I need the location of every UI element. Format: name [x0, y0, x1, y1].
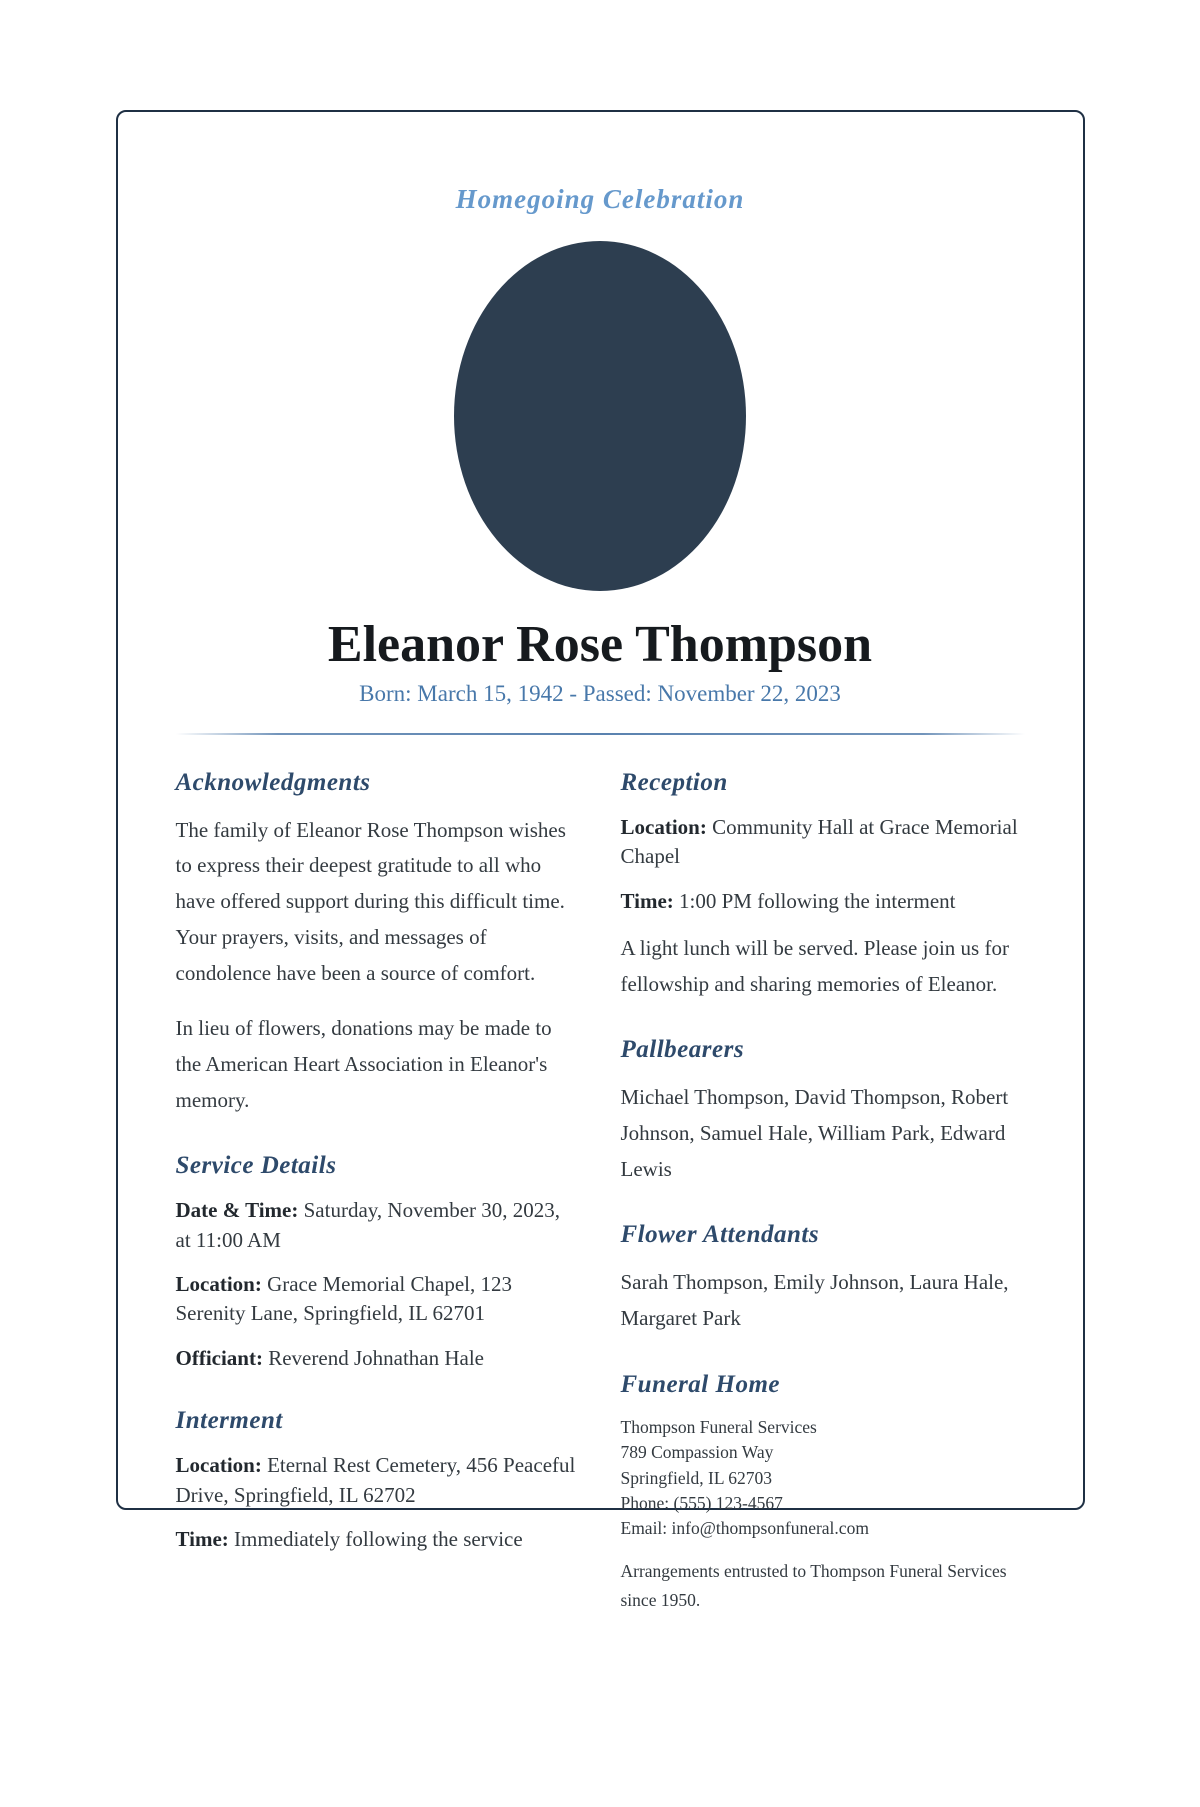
- interment-title: Interment: [175, 1407, 283, 1435]
- program-type-heading: Homegoing Celebration: [455, 184, 745, 214]
- detail-value: Saturday, November 30, 2023, at 11:00 AM: [175, 1198, 561, 1252]
- address-line: Phone: (555) 123-4567: [620, 1492, 783, 1513]
- lifespan-dates: Born: March 15, 1942 - Passed: November 22, 2023: [359, 680, 841, 706]
- pallbearers-names: Michael Thompson, David Thompson, Robert Johnson, Samuel Hale, William Park, Edward Lewis: [620, 1085, 1009, 1181]
- reception-note: A light lunch will be served. Please join us for fellowship and sharing memories of Eleanor.: [620, 935, 1009, 996]
- detail-value: Community Hall at Grace Memorial Chapel: [620, 814, 1018, 869]
- detail-row: [176, 1525, 580, 1554]
- service-details-title: Service Details: [175, 1152, 337, 1180]
- address-line: Thompson Funeral Services: [620, 1416, 817, 1437]
- funeral-home-address: [621, 1415, 1025, 1542]
- detail-label: Time:: [175, 1527, 229, 1552]
- right-column: [621, 765, 1025, 1615]
- detail-label: Time:: [620, 888, 674, 913]
- detail-row: [621, 813, 1025, 872]
- portrait-photo-placeholder: [454, 241, 746, 591]
- detail-value: Reverend Johnathan Hale: [268, 1345, 484, 1370]
- acknowledgments-paragraph: In lieu of flowers, donations may be made to the American Heart Association in Eleanor's memory.: [175, 1016, 552, 1112]
- detail-label: Date & Time:: [175, 1198, 299, 1223]
- flower-attendants-title: Flower Attendants: [620, 1221, 820, 1249]
- detail-label: Location:: [175, 1272, 262, 1297]
- detail-value: Immediately following the service: [234, 1527, 523, 1552]
- detail-label: Officiant:: [175, 1345, 263, 1370]
- address-line: 789 Compassion Way: [620, 1442, 774, 1463]
- address-line: Springfield, IL 62703: [620, 1467, 772, 1488]
- pallbearers-title: Pallbearers: [620, 1036, 745, 1064]
- detail-label: Location:: [620, 814, 707, 839]
- detail-row: [176, 1451, 580, 1510]
- deceased-name: Eleanor Rose Thompson: [327, 616, 873, 673]
- detail-value: Grace Memorial Chapel, 123 Serenity Lane, Springfield, IL 62701: [175, 1272, 512, 1326]
- section-divider: [176, 733, 1025, 735]
- detail-row: [621, 887, 1025, 916]
- detail-row: [176, 1270, 580, 1329]
- reception-title: Reception: [620, 768, 728, 796]
- detail-row: [176, 1196, 580, 1255]
- memorial-program-card: [116, 110, 1085, 1610]
- acknowledgments-paragraph: The family of Eleanor Rose Thompson wishes to express their deepest gratitude to all who have offered support during this difficult time. Your prayers, visits, and messages of condolence have been a source of comfort.: [175, 817, 566, 985]
- address-line: Email: info@thompsonfuneral.com: [620, 1518, 869, 1539]
- detail-row: [176, 1344, 580, 1373]
- left-column: [176, 765, 580, 1615]
- arrangements-note: Arrangements entrusted to Thompson Funeral Services since 1950.: [620, 1560, 1007, 1610]
- detail-label: Location:: [175, 1453, 262, 1478]
- acknowledgments-title: Acknowledgments: [175, 768, 371, 796]
- flower-attendants-names: Sarah Thompson, Emily Johnson, Laura Hale, Margaret Park: [620, 1270, 1009, 1331]
- detail-value: Eternal Rest Cemetery, 456 Peaceful Drive, Springfield, IL 62702: [175, 1453, 576, 1507]
- content-columns: [176, 765, 1025, 1615]
- detail-value: 1:00 PM following the interment: [679, 888, 956, 913]
- funeral-home-title: Funeral Home: [620, 1370, 780, 1398]
